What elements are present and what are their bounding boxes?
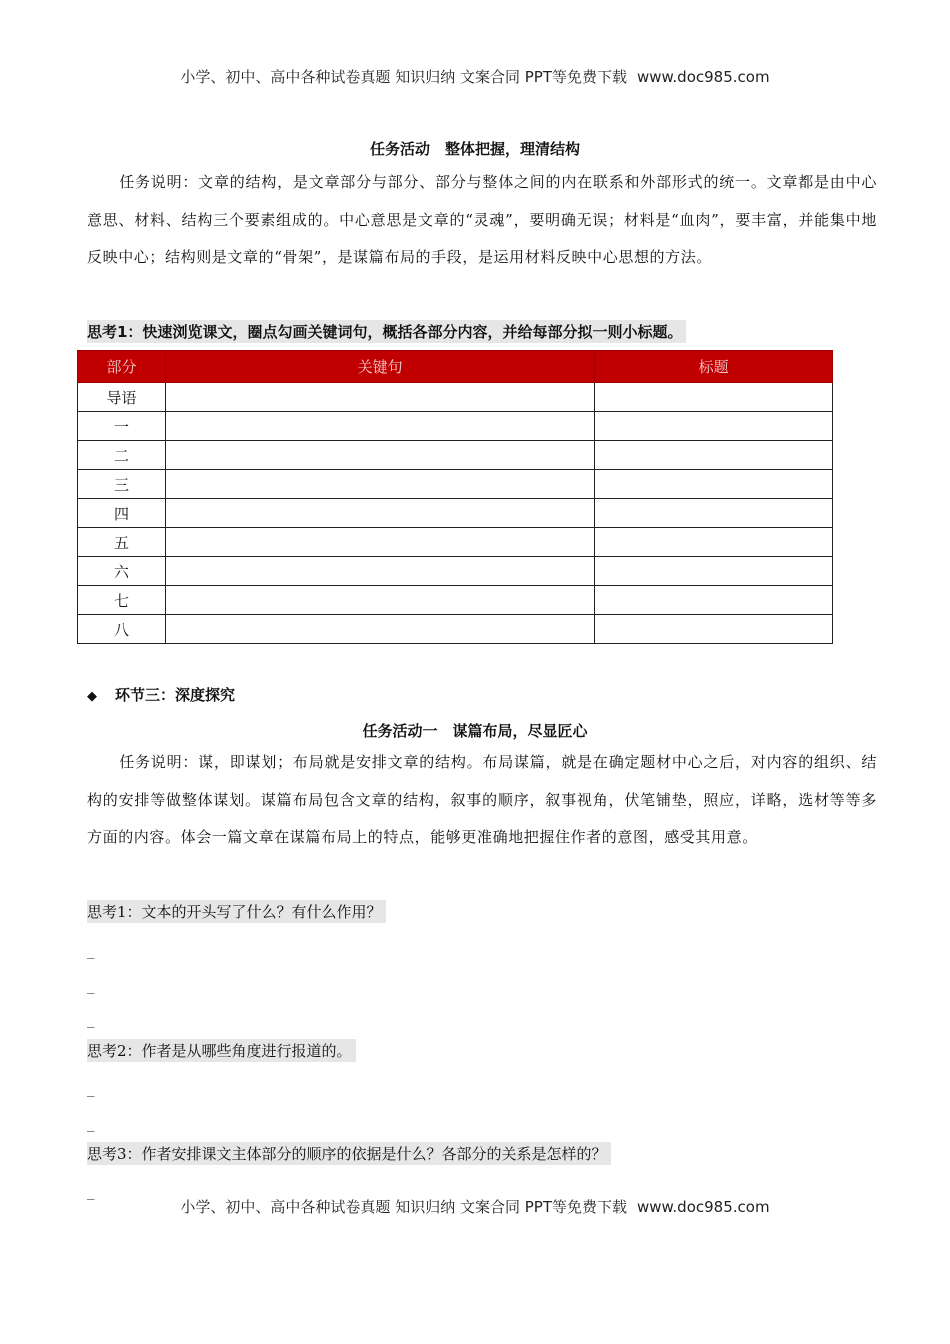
footer-url[interactable]: www.doc985.com <box>636 1198 770 1216</box>
key-sentence-cell[interactable] <box>165 470 594 499</box>
col-header-part: 部分 <box>78 351 166 383</box>
key-sentence-cell[interactable] <box>165 383 594 412</box>
table-row <box>78 383 833 412</box>
title-cell[interactable] <box>595 470 833 499</box>
row-label: 八 <box>78 615 166 644</box>
question-3: 思考3：作者安排课文主体部分的顺序的依据是什么？各部分的关系是怎样的？ <box>87 1142 611 1165</box>
task2-description <box>87 744 877 857</box>
answer-line[interactable]: _ <box>87 1182 95 1200</box>
key-sentence-cell[interactable] <box>165 528 594 557</box>
table-row <box>78 615 833 644</box>
table-row <box>78 528 833 557</box>
row-label: 七 <box>78 586 166 615</box>
col-header-key-sentence: 关键句 <box>165 351 594 383</box>
answer-line[interactable]: _ <box>87 941 95 959</box>
col-header-title: 标题 <box>595 351 833 383</box>
key-sentence-cell[interactable] <box>165 557 594 586</box>
page-footer <box>0 1196 950 1217</box>
task2-title: 任务活动一 谋篇布局，尽显匠心 <box>362 722 588 740</box>
section-heading <box>87 684 235 705</box>
title-cell[interactable] <box>595 412 833 441</box>
key-sentence-cell[interactable] <box>165 586 594 615</box>
key-sentence-cell[interactable] <box>165 499 594 528</box>
header-text: 小学、初中、高中各种试卷真题 知识归纳 文案合同 PPT等免费下载 <box>180 68 627 86</box>
header-url[interactable]: www.doc985.com <box>636 68 770 86</box>
section-label: 环节三：深度探究 <box>115 686 236 704</box>
answer-line[interactable]: _ <box>87 1079 95 1097</box>
row-label: 五 <box>78 528 166 557</box>
key-sentence-cell[interactable] <box>165 441 594 470</box>
task1-title: 任务活动 整体把握，理清结构 <box>369 140 580 158</box>
structure-table <box>77 350 833 644</box>
task1-description <box>87 164 877 277</box>
table-row <box>78 412 833 441</box>
page-header <box>0 66 950 87</box>
table-row <box>78 470 833 499</box>
title-cell[interactable] <box>595 586 833 615</box>
title-cell[interactable] <box>595 615 833 644</box>
task1-question: 思考1：快速浏览课文，圈点勾画关键词句，概括各部分内容，并给每部分拟一则小标题。 <box>87 320 686 343</box>
row-label: 三 <box>78 470 166 499</box>
key-sentence-cell[interactable] <box>165 412 594 441</box>
question-1: 思考1：文本的开头写了什么？有什么作用？ <box>87 900 386 923</box>
title-cell[interactable] <box>595 557 833 586</box>
row-label: 导语 <box>78 383 166 412</box>
table-row <box>78 557 833 586</box>
title-cell[interactable] <box>595 441 833 470</box>
task2-description-text: 任务说明：谋，即谋划；布局就是安排文章的结构。布局谋篇，就是在确定题材中心之后，对内容的组织、结构的安排等做整体谋划。谋篇布局包含文章的结构，叙事的顺序，叙事视角，伏笔铺垫，照应，详略，选材等等多方面的内容。体会一篇文章在谋篇布局上的特点，能够更准确地把握住作者的意图，感受其用意。 <box>87 753 877 846</box>
diamond-bullet-icon: ◆ <box>87 689 97 704</box>
title-cell[interactable] <box>595 528 833 557</box>
title-cell[interactable] <box>595 383 833 412</box>
title-cell[interactable] <box>595 499 833 528</box>
table-row <box>78 441 833 470</box>
answer-line[interactable]: _ <box>87 1114 95 1132</box>
row-label: 二 <box>78 441 166 470</box>
row-label: 一 <box>78 412 166 441</box>
table-row <box>78 499 833 528</box>
footer-text: 小学、初中、高中各种试卷真题 知识归纳 文案合同 PPT等免费下载 <box>180 1198 627 1216</box>
answer-line[interactable]: _ <box>87 976 95 994</box>
question-2: 思考2：作者是从哪些角度进行报道的。 <box>87 1039 356 1062</box>
row-label: 六 <box>78 557 166 586</box>
key-sentence-cell[interactable] <box>165 615 594 644</box>
table-header-row <box>78 351 833 383</box>
table-row <box>78 586 833 615</box>
row-label: 四 <box>78 499 166 528</box>
answer-line[interactable]: _ <box>87 1010 95 1028</box>
task1-description-text: 任务说明：文章的结构，是文章部分与部分、部分与整体之间的内在联系和外部形式的统一。文章都是由中心意思、材料、结构三个要素组成的。中心意思是文章的“灵魂”，要明确无误；材料是“血肉”，要丰富，并能集中地反映中心；结构则是文章的“骨架”，是谋篇布局的手段，是运用材料反映中心思想的方法。 <box>87 173 877 266</box>
